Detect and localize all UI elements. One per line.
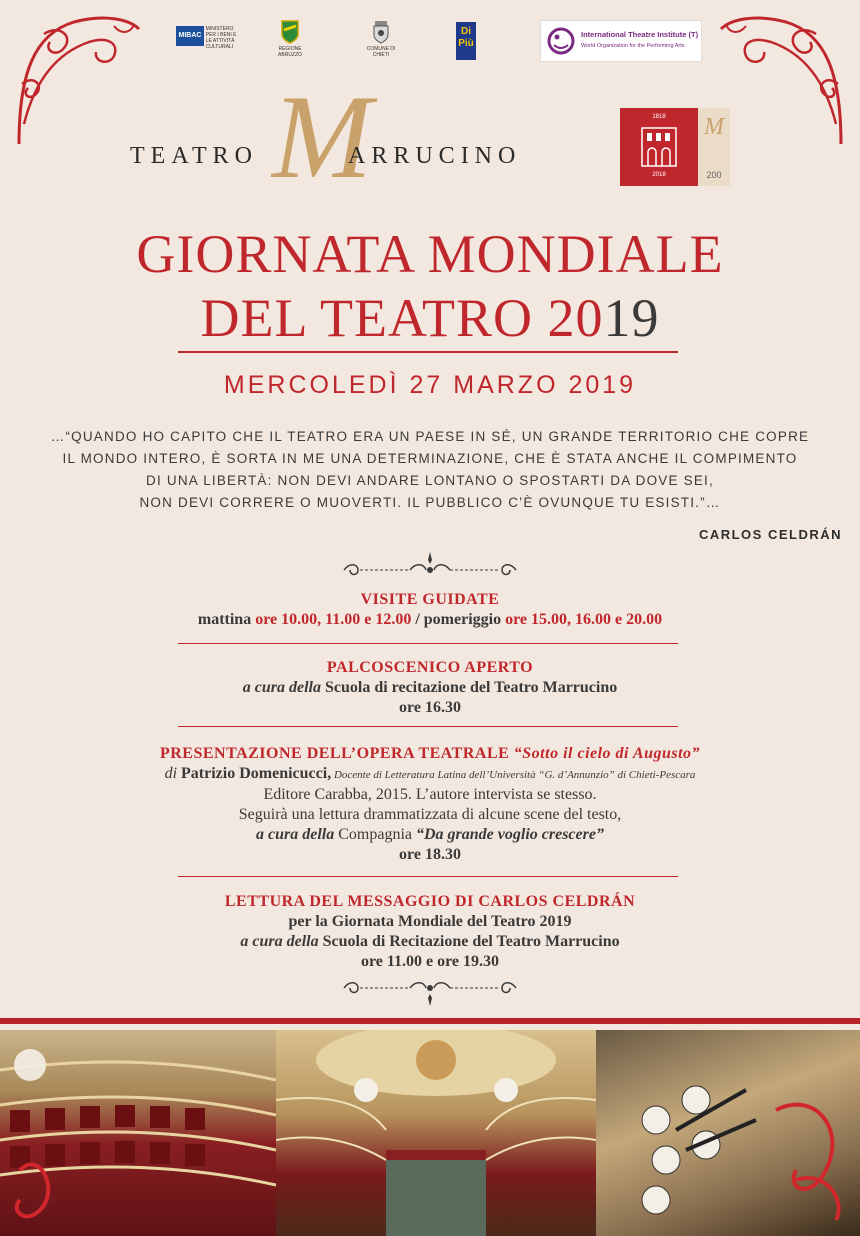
event-palcoscenico: PALCOSCENICO APERTO a cura della Scuola di recitazione del Teatro Marrucino ore 16.30: [0, 658, 860, 718]
bicentenary-badge: [620, 108, 730, 186]
iti-emblem-icon: [545, 25, 577, 57]
title-line-1: GIORNATA MONDIALE: [136, 224, 724, 284]
theatre-photos: [0, 1018, 860, 1236]
separator: [178, 726, 678, 727]
photo-theatre-stage: [276, 1030, 596, 1236]
separator: [178, 876, 678, 877]
event-title: LETTURA DEL MESSAGGIO DI CARLOS CELDRÁN: [224, 893, 636, 910]
separator: [178, 643, 678, 644]
theatre-stage-image-icon: [276, 1030, 596, 1236]
event-visite-guidate: [0, 590, 860, 630]
theatre-building-icon: [640, 124, 678, 168]
badge-red-square: 1818 2018: [620, 108, 698, 186]
comune-chieti-logo: COMUNE DI CHIETI: [364, 20, 398, 58]
event-time: ore 11.00 e ore 19.30: [360, 953, 500, 970]
event-time: ore 18.30: [399, 846, 461, 863]
teatro-marrucino-logo: [130, 70, 522, 225]
logo-arrucino-text: ARRUCINO: [348, 143, 522, 169]
quote: …“QUANDO HO CAPITO CHE IL TEATRO ERA UN PAESE IN SÉ, UN GRANDE TERRITORIO CHE COPRE IL MONDO INTERO, È SORTA IN ME UNA DETERMINAZIONE, CHE È STATA ANCHE IL COMPIMENTO DI UNA LIBERTÀ: NON DEVI ANDARE LONTANO O SPOSTARTI DA DOVE SEI, NON DEVI CORRERE O MUOVERTI. IL PUBBLICO C’È OVUNQUE TU ESISTI.”…: [50, 429, 810, 510]
photo-theatre-boxes-left: [0, 1030, 276, 1236]
event-presentazione: PRESENTAZIONE DELL’OPERA TEATRALE “Sotto il cielo di Augusto” di Patrizio Domenicucci, Docente di Letteratura Latina dell’Università “G. d’Annunzio” di Chieti-Pescara Editore Carabba, 2015. L’autore intervista se stesso. Seguirà una lettura drammatizzata di alcune scene del testo, a cura della Compagnia “Da grande voglio crescere” ore 18.30: [0, 744, 860, 865]
event-date: MERCOLEDÌ 27 MARZO 2019: [223, 371, 637, 399]
event-time: ore 16.30: [399, 699, 461, 716]
event-title: VISITE GUIDATE: [360, 591, 500, 608]
sponsor-logos: [0, 18, 860, 68]
event-schedule: mattina ore 10.00, 11.00 e 12.00 / pomeriggio ore 15.00, 16.00 e 20.00: [197, 611, 663, 628]
iti-logo: International Theatre Institute (T) World Organization for the Performing Arts: [540, 20, 702, 62]
event-title: PALCOSCENICO APERTO: [326, 659, 534, 676]
title-underline: [178, 351, 678, 353]
photo-chandelier: [596, 1030, 860, 1236]
shield-icon: [281, 20, 299, 44]
divider-ornament-bottom-icon: [340, 976, 520, 1006]
title-line-2: DEL TEATRO 2019: [200, 288, 660, 348]
mibac-logo: MIBAC MINISTERO PER I BENI E LE ATTIVITÀ CULTURALI: [176, 26, 242, 50]
regione-abruzzo-logo: REGIONE ABRUZZO: [274, 20, 306, 58]
crest-icon: [372, 20, 390, 44]
dipiu-logo: Di Più: [456, 22, 476, 60]
page-title: [0, 222, 860, 350]
logo-teatro-text: TEATRO: [130, 143, 258, 169]
event-lettura: LETTURA DEL MESSAGGIO DI CARLOS CELDRÁN per la Giornata Mondiale del Teatro 2019 a cura della Scuola di Recitazione del Teatro Marrucino ore 11.00 e ore 19.30: [0, 892, 860, 972]
divider-ornament-top-icon: [340, 552, 520, 582]
logo-m-letter: M: [272, 70, 372, 203]
theatre-boxes-image-icon: [0, 1030, 276, 1236]
chandelier-image-icon: [596, 1030, 860, 1236]
badge-gold-panel: M 200: [698, 108, 730, 186]
event-title: PRESENTAZIONE DELL’OPERA TEATRALE “Sotto il cielo di Augusto”: [159, 745, 701, 762]
quote-author: CARLOS CELDRÁN: [698, 527, 842, 542]
